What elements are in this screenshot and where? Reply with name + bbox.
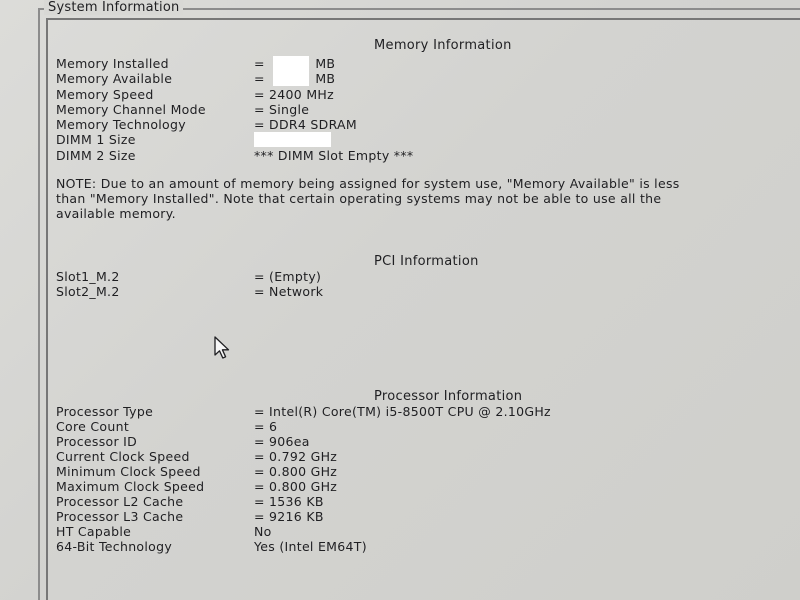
memory-installed-value <box>254 56 335 71</box>
processor-l3-cache-value: = 9216 KB <box>254 509 324 524</box>
processor-id-value: = 906ea <box>254 434 310 449</box>
dimm-1-size-row <box>56 132 756 147</box>
redacted-value <box>273 56 309 71</box>
dimm-1-size-label: DIMM 1 Size <box>56 132 136 147</box>
redacted-value <box>273 71 309 86</box>
maximum-clock-speed-row <box>56 479 756 494</box>
memory-speed-label: Memory Speed <box>56 87 154 102</box>
memory-installed-unit: MB <box>315 56 336 71</box>
slot2-m2-label: Slot2_M.2 <box>56 284 120 299</box>
processor-id-row <box>56 434 756 449</box>
64-bit-technology-row <box>56 539 756 554</box>
memory-speed-value: = 2400 MHz <box>254 87 334 102</box>
maximum-clock-speed-label: Maximum Clock Speed <box>56 479 205 494</box>
processor-l3-cache-label: Processor L3 Cache <box>56 509 184 524</box>
processor-section-title: Processor Information <box>374 389 523 404</box>
maximum-clock-speed-value: = 0.800 GHz <box>254 479 338 494</box>
memory-available-equals: = <box>254 71 265 86</box>
memory-technology-row <box>56 117 756 132</box>
pci-section-title: PCI Information <box>374 254 479 269</box>
processor-type-label: Processor Type <box>56 404 154 419</box>
memory-note-line: than "Memory Installed". Note that certain operating systems may not be able to use all the <box>56 191 662 206</box>
slot1-m2-value: = (Empty) <box>254 269 322 284</box>
core-count-value: = 6 <box>254 419 278 434</box>
64-bit-technology-label: 64-Bit Technology <box>56 539 173 554</box>
memory-note <box>56 176 756 221</box>
memory-available-value <box>254 71 335 86</box>
processor-l2-cache-value: = 1536 KB <box>254 494 324 509</box>
dimm-2-size-value: *** DIMM Slot Empty *** <box>254 148 414 163</box>
redacted-value <box>254 132 331 147</box>
memory-installed-equals: = <box>254 56 265 71</box>
dimm-2-size-row <box>56 148 756 163</box>
memory-channel-mode-row <box>56 102 756 117</box>
memory-section-title: Memory Information <box>374 38 512 53</box>
memory-technology-value: = DDR4 SDRAM <box>254 117 357 132</box>
current-clock-speed-label: Current Clock Speed <box>56 449 190 464</box>
current-clock-speed-value: = 0.792 GHz <box>254 449 338 464</box>
memory-available-label: Memory Available <box>56 71 173 86</box>
dimm-1-size-value <box>254 132 331 147</box>
slot1-m2-row <box>56 269 756 284</box>
memory-channel-mode-value: = Single <box>254 102 310 117</box>
core-count-row <box>56 419 756 434</box>
minimum-clock-speed-label: Minimum Clock Speed <box>56 464 201 479</box>
memory-available-row <box>56 71 756 86</box>
memory-installed-label: Memory Installed <box>56 56 169 71</box>
processor-l2-cache-row <box>56 494 756 509</box>
ht-capable-label: HT Capable <box>56 524 132 539</box>
minimum-clock-speed-value: = 0.800 GHz <box>254 464 338 479</box>
processor-type-row <box>56 404 756 419</box>
dimm-2-size-label: DIMM 2 Size <box>56 148 136 163</box>
memory-note-line: NOTE: Due to an amount of memory being assigned for system use, "Memory Available" is less <box>56 176 680 191</box>
core-count-label: Core Count <box>56 419 130 434</box>
slot2-m2-value: = Network <box>254 284 324 299</box>
processor-l2-cache-label: Processor L2 Cache <box>56 494 184 509</box>
memory-installed-row <box>56 56 756 71</box>
memory-available-unit: MB <box>315 71 336 86</box>
memory-speed-row <box>56 87 756 102</box>
64-bit-technology-value: Yes (Intel EM64T) <box>254 539 367 554</box>
memory-technology-label: Memory Technology <box>56 117 186 132</box>
processor-id-label: Processor ID <box>56 434 138 449</box>
group-title: System Information <box>44 0 183 15</box>
ht-capable-value: No <box>254 524 272 539</box>
slot2-m2-row <box>56 284 756 299</box>
mouse-pointer-icon <box>214 336 232 360</box>
memory-note-line: available memory. <box>56 206 176 221</box>
ht-capable-row <box>56 524 756 539</box>
processor-l3-cache-row <box>56 509 756 524</box>
memory-channel-mode-label: Memory Channel Mode <box>56 102 206 117</box>
slot1-m2-label: Slot1_M.2 <box>56 269 120 284</box>
processor-type-value: = Intel(R) Core(TM) i5-8500T CPU @ 2.10GHz <box>254 404 551 419</box>
current-clock-speed-row <box>56 449 756 464</box>
minimum-clock-speed-row <box>56 464 756 479</box>
